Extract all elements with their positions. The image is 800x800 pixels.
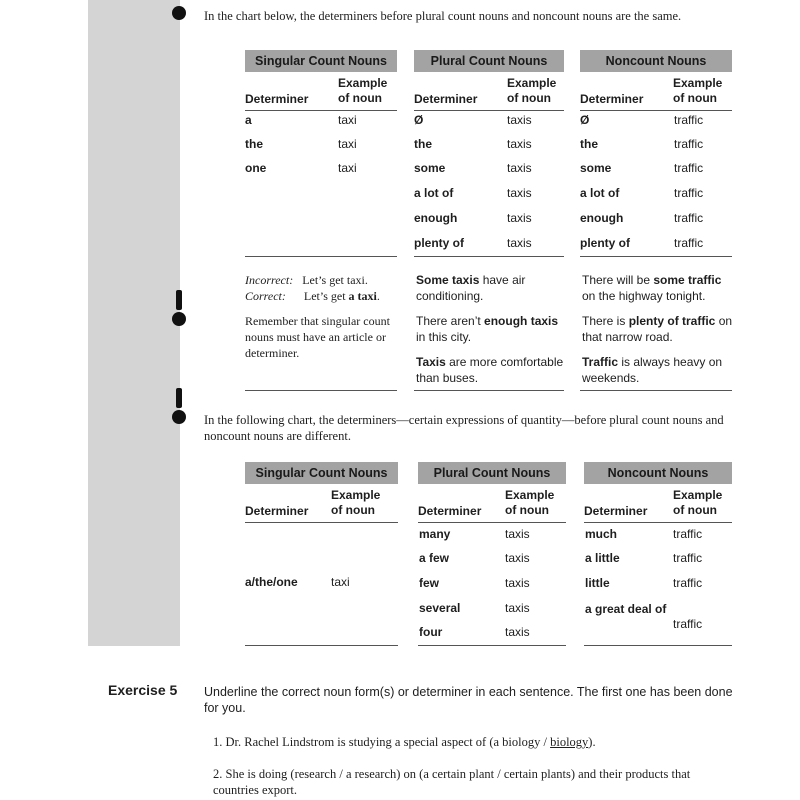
noun-cell: taxis [507,161,532,175]
determiner-cell: a great deal of [585,602,667,616]
determiner-header: Determiner [245,504,309,518]
noun-cell: taxi [338,113,357,127]
determiner-cell: plenty of [414,236,464,250]
noun-cell: traffic [674,211,704,225]
correct-example: Correct: Let’s get a taxi. [245,289,380,303]
determiner-cell: enough [414,211,458,225]
table-rule [414,256,564,257]
noun-cell: taxis [507,236,532,250]
header-rule [414,110,564,111]
noun-cell: taxis [507,137,532,151]
determiner-cell: Ø [580,113,590,127]
noncount-example-2: There is plenty of traffic on that narrow road. [582,314,733,344]
column-title: Noncount Nouns [580,50,732,72]
noun-cell: traffic [674,236,704,250]
noun-cell: taxis [507,113,532,127]
determiner-cell: a lot of [580,186,620,200]
column-title: Singular Count Nouns [245,462,398,484]
exercise-label: Exercise 5 [108,682,178,698]
determiner-cell: a lot of [414,186,454,200]
table-rule [584,645,732,646]
table-rule [245,390,397,391]
noun-cell: taxis [505,576,530,590]
header-rule [584,522,732,523]
noncount-example-1: There will be some traffic on the highway tonight. [582,273,722,303]
noun-cell: traffic [674,137,704,151]
determiner-cell: several [419,601,461,615]
plural-example-2: There aren’t enough taxis in this city. [416,314,559,344]
header-rule [418,522,566,523]
column-title: Singular Count Nouns [245,50,397,72]
determiner-header: Determiner [580,92,644,106]
noun-cell: traffic [673,527,703,541]
table-rule [580,390,732,391]
noun-cell: taxis [505,625,530,639]
determiner-header: Determiner [245,92,309,106]
column-title: Noncount Nouns [584,462,732,484]
remember-note: Remember that singular count nouns must have an article or determiner. [245,314,390,360]
exclamation-icon [172,388,186,428]
determiner-cell: four [419,625,443,639]
correct-label: Correct: [245,289,286,303]
noun-cell: taxi [338,161,357,175]
table-rule [418,645,566,646]
noun-cell: taxis [505,551,530,565]
intro-text-2: In the following chart, the determiners—certain expressions of quantity—before plural count nouns and noncount nouns are different. [204,413,724,443]
noun-cell: taxi [338,137,357,151]
exercise-instruction: Underline the correct noun form(s) or determiner in each sentence. The first one has been done for you. [204,685,733,715]
noun-cell: taxi [331,575,350,589]
noun-cell: traffic [674,161,704,175]
determiner-cell: one [245,161,267,175]
underlined-answer: biology [550,735,589,749]
exercise-item-1: 1. Dr. Rachel Lindstrom is studying a special aspect of (a biology / biology). [213,735,596,749]
plural-example-3: Taxis are more comfortable than buses. [416,355,564,385]
table-rule [245,645,398,646]
determiner-cell: the [245,137,263,151]
correct-bold: a taxi [348,289,377,303]
determiner-cell: little [585,576,610,590]
incorrect-example [245,272,405,288]
noun-cell: taxis [507,186,532,200]
noun-cell: taxis [507,211,532,225]
determiner-header: Determiner [418,504,482,518]
example-header: Example of noun [507,76,557,105]
determiner-cell: some [580,161,612,175]
example-header: Example of noun [673,488,723,517]
determiner-cell: the [580,137,598,151]
column-title: Plural Count Nouns [414,50,564,72]
example-header: Example of noun [505,488,555,517]
determiner-cell: enough [580,211,624,225]
incorrect-label: Incorrect: [245,273,294,287]
table-rule [580,256,732,257]
example-header: Example of noun [673,76,723,105]
determiner-cell: the [414,137,432,151]
incorrect-text: Let’s get taxi. [302,273,368,287]
noun-cell: traffic [673,617,703,631]
noun-cell: traffic [673,576,703,590]
sidebar-shade [88,0,180,646]
determiner-header: Determiner [584,504,648,518]
determiner-cell: a little [585,551,620,565]
determiner-cell: many [419,527,451,541]
noun-cell: traffic [673,551,703,565]
noun-cell: traffic [674,113,704,127]
noun-cell: traffic [674,186,704,200]
determiner-cell: some [414,161,446,175]
column-title: Plural Count Nouns [418,462,566,484]
determiner-cell: few [419,576,440,590]
exercise-item-2: 2. She is doing (research / a research) on (a certain plant / certain plants) and their products that countries export. [213,767,691,797]
noun-cell: taxis [505,527,530,541]
noncount-example-3: Traffic is always heavy on weekends. [582,355,723,385]
example-header: Example of noun [331,488,381,517]
table-rule [245,256,397,257]
header-rule [245,522,398,523]
determiner-cell: a/the/one [245,575,298,589]
header-rule [580,110,732,111]
determiner-cell: a few [419,551,450,565]
noun-cell: taxis [505,601,530,615]
intro-text-1: In the chart below, the determiners before plural count nouns and noncount nouns are the same. [204,9,682,23]
determiner-cell: much [585,527,618,541]
determiner-header: Determiner [414,92,478,106]
determiner-cell: Ø [414,113,424,127]
plural-example-1: Some taxis have air conditioning. [416,273,526,303]
determiner-cell: plenty of [580,236,630,250]
header-rule [245,110,397,111]
determiner-cell: a [245,113,252,127]
exclamation-icon [172,290,186,330]
example-header: Example of noun [338,76,388,105]
bullet-icon [172,6,186,20]
table-rule [414,390,564,391]
